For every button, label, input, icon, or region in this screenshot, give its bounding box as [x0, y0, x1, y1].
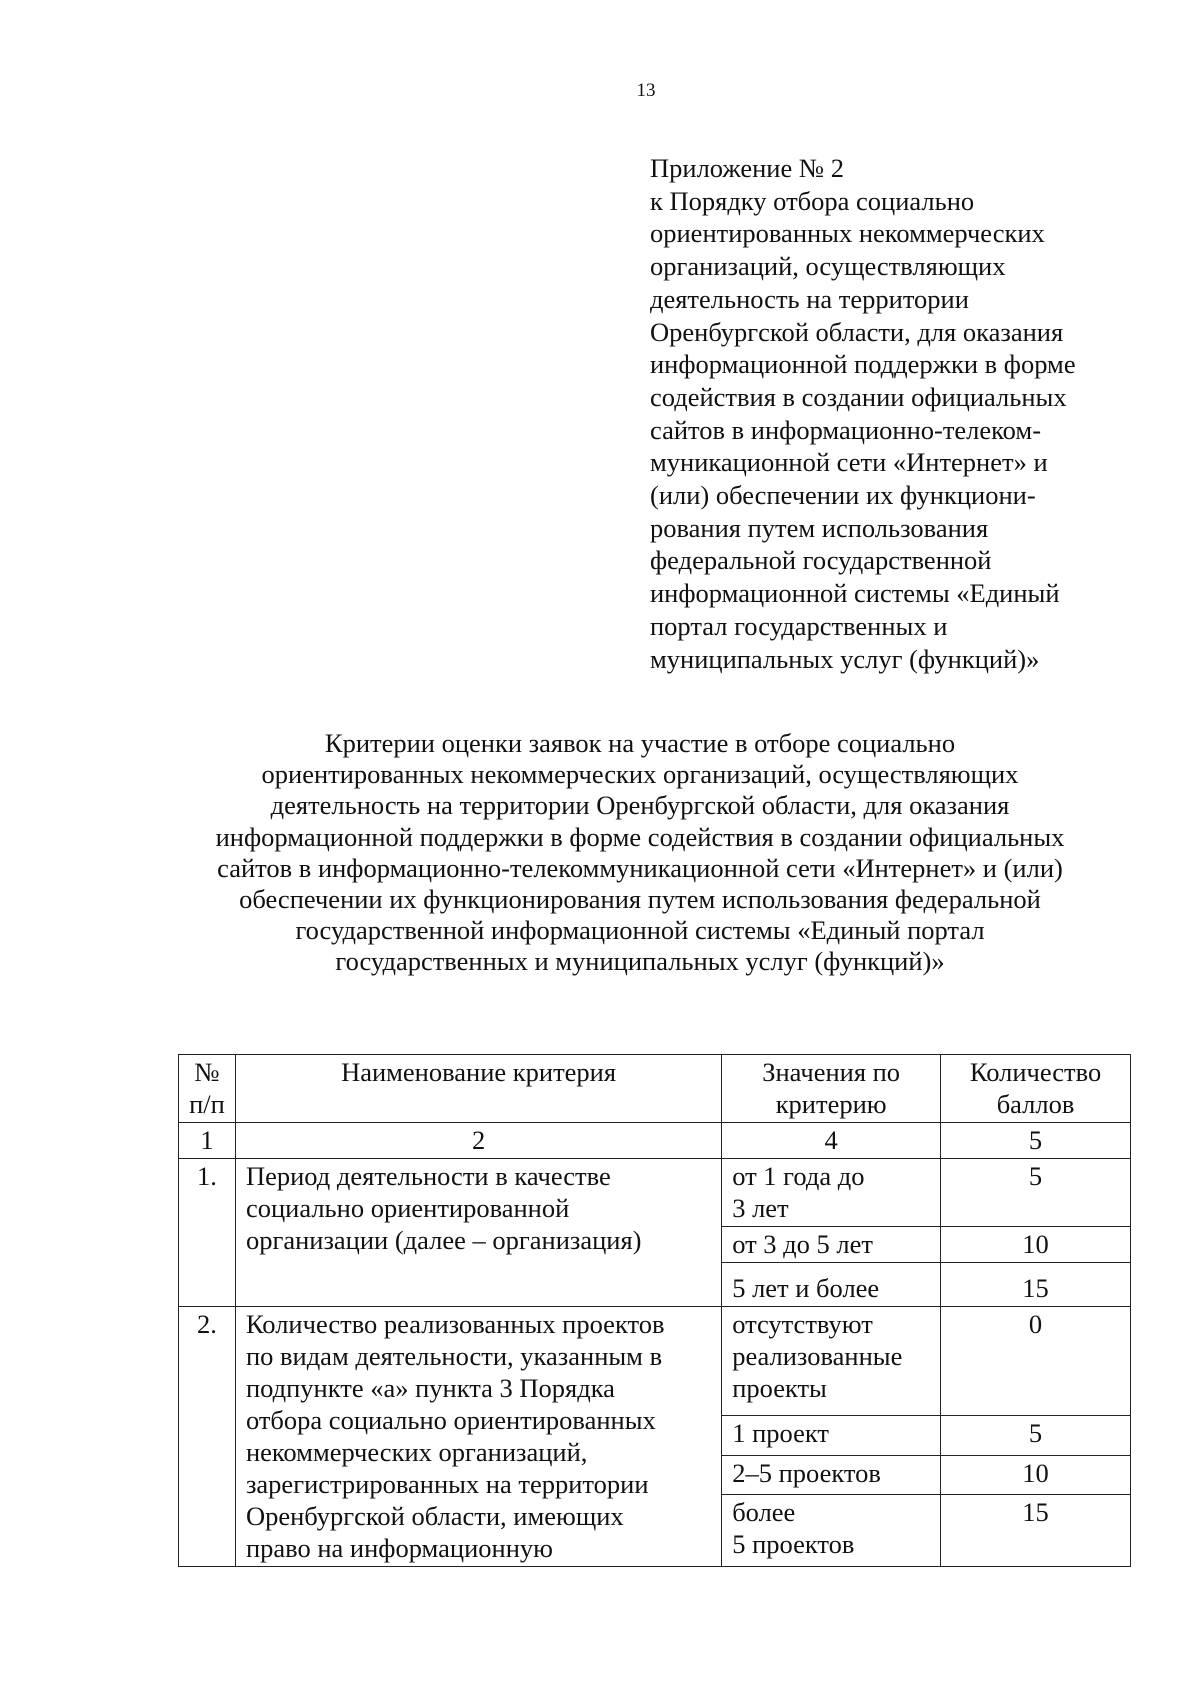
title-line: информационной поддержки в форме содействия в создании официальных — [215, 821, 1065, 852]
header-criterion-name: Наименование критерия — [235, 1055, 721, 1123]
criterion-value: 5 лет и более — [722, 1263, 941, 1307]
row-number: 1. — [179, 1159, 236, 1307]
column-number: 2 — [235, 1123, 721, 1159]
criterion-score: 10 — [941, 1455, 1131, 1494]
criterion-name: Количество реализованных проектов по видам деятельности, указанным в подпункте «а» пункта 3 Порядка отбора социально ориентированных некоммерческих организаций, зарегистрированных на территории Оренбургской области, имеющих право на информационную — [235, 1307, 721, 1567]
appendix-line: сайтов в информационно-телеком- — [650, 414, 1042, 445]
appendix-caption — [650, 152, 1120, 675]
criterion-score: 15 — [941, 1263, 1131, 1307]
criteria-table — [178, 1054, 1131, 1567]
appendix-line: ориентированных некоммерческих — [650, 218, 1045, 249]
criterion-score: 5 — [941, 1159, 1131, 1227]
appendix-line: деятельность на территории — [650, 283, 969, 314]
table-row — [179, 1307, 1131, 1416]
appendix-line: федеральной государственной — [650, 545, 992, 576]
appendix-line: рования путем использования — [650, 512, 989, 543]
criterion-score: 0 — [941, 1307, 1131, 1416]
row-number: 2. — [179, 1307, 236, 1567]
appendix-line: информационной системы «Единый — [650, 578, 1060, 609]
appendix-line: портал государственных и — [650, 610, 948, 641]
criterion-value: 1 проект — [722, 1416, 941, 1455]
title-line: обеспечении их функционирования путем использования федеральной — [239, 884, 1041, 915]
title-line: государственных и муниципальных услуг (функций)» — [335, 946, 945, 977]
header-criterion-value: Значения по критерию — [722, 1055, 941, 1123]
column-number: 4 — [722, 1123, 941, 1159]
title-line: Критерии оценки заявок на участие в отборе социально — [324, 728, 956, 758]
criterion-score: 5 — [941, 1416, 1131, 1455]
title-line: ориентированных некоммерческих организаций, осуществляющих — [261, 759, 1019, 790]
column-number: 5 — [941, 1123, 1131, 1159]
criterion-score: 15 — [941, 1495, 1131, 1567]
title-line: деятельность на территории Оренбургской области, для оказания — [270, 790, 1010, 821]
appendix-line: Оренбургской области, для оказания — [650, 316, 1064, 347]
criterion-value: от 3 до 5 лет — [722, 1227, 941, 1263]
table-numbering-row — [179, 1123, 1131, 1159]
title-line: государственной информационной системы «Единый портал — [295, 915, 985, 946]
column-number: 1 — [179, 1123, 236, 1159]
title-line: сайтов в информационно-телекоммуникационной сети «Интернет» и (или) — [217, 852, 1063, 883]
appendix-line: Приложение № 2 — [650, 153, 845, 183]
criterion-value: 2–5 проектов — [722, 1455, 941, 1494]
criterion-name: Период деятельности в качестве социально ориентированной организации (далее – организация) — [235, 1159, 721, 1307]
table-header-row — [179, 1055, 1131, 1123]
header-score: Количество баллов — [941, 1055, 1131, 1123]
criterion-value: от 1 года до 3 лет — [722, 1159, 941, 1227]
criterion-value: отсутствуют реализованные проекты — [722, 1307, 941, 1416]
document-title — [140, 728, 1140, 978]
appendix-line: организаций, осуществляющих — [650, 251, 1006, 282]
appendix-line: содействия в создании официальных — [650, 381, 1067, 412]
criterion-score: 10 — [941, 1227, 1131, 1263]
table-row — [179, 1159, 1131, 1227]
appendix-line: к Порядку отбора социально — [650, 185, 975, 216]
header-num: № п/п — [179, 1055, 236, 1123]
appendix-line: информационной поддержки в форме — [650, 349, 1076, 380]
appendix-line: муникационной сети «Интернет» и — [650, 447, 1048, 478]
appendix-line: муниципальных услуг (функций)» — [650, 643, 1040, 674]
criterion-value: более 5 проектов — [722, 1495, 941, 1567]
page-number: 13 — [636, 80, 656, 101]
appendix-line: (или) обеспечении их функциони- — [650, 480, 1036, 511]
